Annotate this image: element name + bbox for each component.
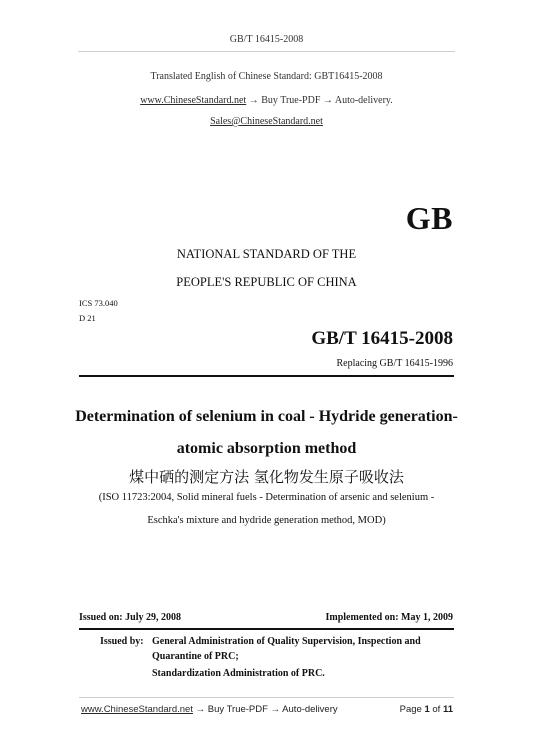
national-standard-line1: NATIONAL STANDARD OF THE (176, 247, 357, 261)
page-indicator (400, 704, 453, 715)
ics-code: ICS 73.040 (79, 298, 118, 308)
implemented-on-date: Implemented on: May 1, 2009 (325, 612, 453, 623)
issued-by-line3: Standardization Administration of PRC. (152, 668, 325, 679)
footer-divider (79, 697, 454, 698)
dates-divider (79, 628, 454, 630)
header-divider (78, 51, 455, 52)
header-standard-code: GB/T 16415-2008 (229, 34, 304, 45)
title-english-line2: atomic absorption method (176, 440, 357, 457)
header-site-link[interactable]: www.ChineseStandard.net (140, 95, 247, 106)
header-buy-text: → Buy True-PDF → Auto-delivery. (246, 95, 393, 106)
translated-notice: Translated English of Chinese Standard: GBT16415-2008 (150, 71, 383, 82)
page-label: Page (399, 704, 425, 715)
iso-reference-line1: (ISO 11723:2004, Solid mineral fuels - Determination of arsenic and selenium - (98, 492, 435, 503)
national-standard-line2: PEOPLE'S REPUBLIC OF CHINA (176, 275, 357, 289)
issued-by-label: Issued by: (100, 636, 144, 647)
iso-reference-line2: Eschka's mixture and hydride generation method, MOD) (147, 515, 386, 526)
footer-site-link[interactable]: www.ChineseStandard.net (81, 704, 193, 715)
title-divider (79, 375, 454, 377)
page-total: 11 (442, 704, 453, 715)
footer-links (81, 704, 338, 715)
page-of-label: of (429, 704, 443, 715)
replacing-standard: Replacing GB/T 16415-1996 (336, 358, 453, 369)
header-links-line (0, 95, 533, 106)
page-number: 1 (424, 704, 430, 715)
standard-number: GB/T 16415-2008 (311, 328, 453, 349)
issued-on-date: Issued on: July 29, 2008 (79, 612, 181, 623)
issued-by-line2: Quarantine of PRC; (152, 651, 239, 662)
issued-by-line1: General Administration of Quality Supervision, Inspection and (152, 636, 421, 647)
header-email-line (0, 116, 533, 127)
ccs-code: D 21 (79, 313, 96, 323)
gb-mark: GB (405, 200, 453, 236)
sales-email-link[interactable]: Sales@ChineseStandard.net (210, 116, 323, 127)
footer-buy-text: → Buy True-PDF → Auto-delivery (192, 704, 338, 715)
title-english-line1: Determination of selenium in coal - Hydride generation- (75, 408, 458, 425)
title-chinese: 煤中硒的测定方法 氢化物发生原子吸收法 (129, 468, 404, 486)
